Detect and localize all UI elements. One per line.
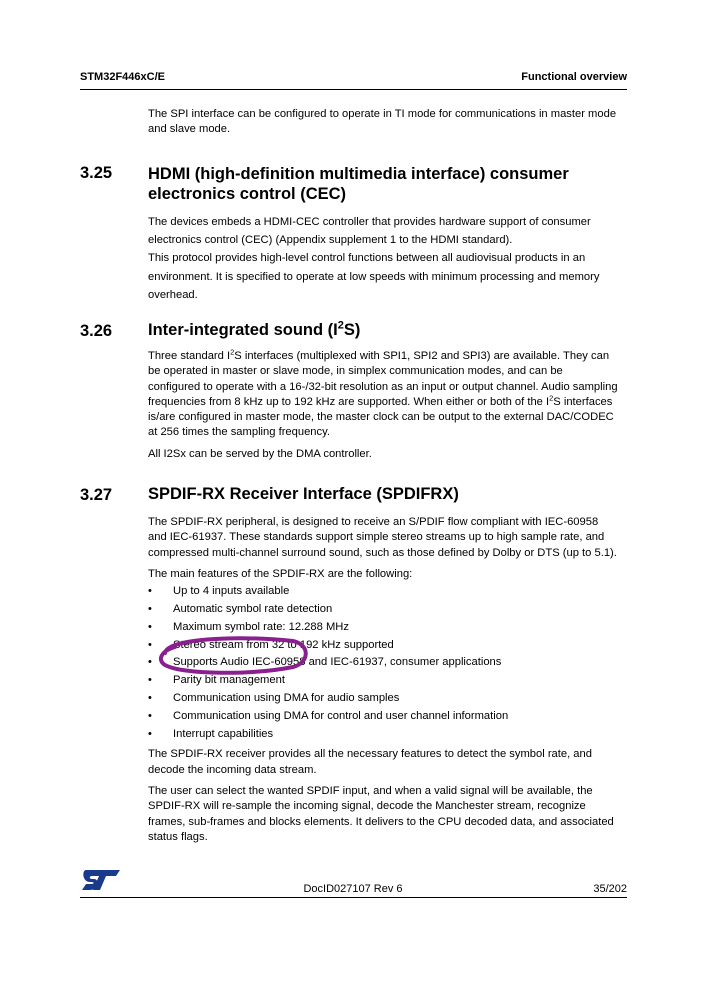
document-id: DocID027107 Rev 6: [303, 883, 403, 895]
section-3-26-paragraph: Three standard $I^2S$ interfaces (multiplexed with SPI1, SPI2 and SPI3) are available. They can be operated in master or slave mode, in simplex communication modes, and can be configured to operate with a 16-/32-bit resolution as an input or output channel. Audio sampling frequencies from 8 kHz up to 192 kHz are supported. When either or both of the $I^2S$ interfaces is/are configured in master mode, the master clock can be output to the external DAC/CODEC at 256 times the sampling frequency.: [148, 347, 618, 439]
section-3-27-paragraph: The user can select the wanted SPDIF input, and when a valid signal will be available, the SPDIF-RX will re-sample the incoming signal, decode the Manchester stream, recognize frames, sub-frames and blocks elements. It delivers to the CPU decoded data, and associated status flags.: [148, 784, 614, 843]
header-chapter-title: Functional overview: [521, 71, 627, 83]
header-document-title: STM32F446xC/E: [80, 71, 165, 83]
section-3-25-paragraph: This protocol provides high-level control functions between all audiovisual products in an environment. It is specified to operate at low speeds with minimum processing and memory overhead.: [148, 252, 600, 301]
section-3-27-paragraph: The SPDIF-RX peripheral, is designed to receive an S/PDIF flow compliant with IEC-60958 and IEC-61937. These standards support simple stereo streams up to high sample rate, and compressed multi-channel surround sound, such as those defined by Dolby or DTS (up to 5.1).: [148, 516, 617, 559]
section-3-27-paragraph: The SPDIF-RX receiver provides all the necessary features to detect the symbol rate, and decode the incoming data stream.: [148, 748, 592, 776]
list-item: • Parity bit management: [148, 673, 618, 691]
bullet-icon: •: [148, 674, 152, 687]
bullet-icon: •: [148, 638, 152, 651]
section-number-3-25: 3.25: [80, 164, 113, 182]
list-item: • Up to 4 inputs available: [148, 584, 618, 602]
section-number-3-27: 3.27: [80, 486, 113, 504]
section-title-3-26: Inter-integrated sound $(I^2S)$: [148, 319, 361, 339]
section-3-26-paragraph: All I2Sx can be served by the DMA controller.: [148, 447, 372, 460]
bullet-icon: •: [148, 602, 152, 615]
section-3-26-body: [148, 349, 618, 462]
intro-paragraph: The SPI interface can be configured to operate in TI mode for communications in master mode and slave mode.: [148, 108, 617, 136]
list-item: • Communication using DMA for control and user channel information: [148, 709, 618, 727]
features-intro: The main features of the SPDIF-RX are the following:: [148, 567, 413, 580]
list-item: • Communication using DMA for audio samples: [148, 691, 618, 709]
bullet-icon: •: [148, 709, 152, 722]
list-item: • Automatic symbol rate detection: [148, 602, 618, 620]
section-3-25-body: [148, 213, 618, 304]
bullet-icon: •: [148, 656, 152, 669]
list-item: • Stereo stream from 32 to 192 kHz supported: [148, 638, 618, 656]
bullet-icon: •: [148, 585, 152, 598]
header-divider: [80, 89, 627, 90]
bullet-icon: •: [148, 691, 152, 704]
list-item: • Interrupt capabilities: [148, 727, 618, 745]
section-number-3-26: 3.26: [80, 322, 113, 340]
page-number: 35/202: [593, 883, 627, 895]
section-3-25-paragraph: The devices embeds a HDMI-CEC controller that provides hardware support of consumer electronics control (CEC) (Appendix supplement 1 to the HDMI standard).: [148, 216, 591, 247]
list-item: • Supports Audio IEC-60958 and IEC-61937, consumer applications: [148, 655, 618, 673]
bullet-icon: •: [148, 727, 152, 740]
page-header: [80, 71, 627, 83]
footer-divider: [80, 897, 627, 898]
section-title-3-27: SPDIF-RX Receiver Interface (SPDIFRX): [148, 485, 459, 503]
section-title-3-25: HDMI (high-definition multimedia interface) consumer electronics control (CEC): [148, 165, 569, 203]
annotation-circle: [153, 633, 313, 675]
section-3-27-body: [148, 515, 618, 845]
bullet-icon: •: [148, 620, 152, 633]
list-item: • Maximum symbol rate: 12.288 MHz: [148, 620, 618, 638]
